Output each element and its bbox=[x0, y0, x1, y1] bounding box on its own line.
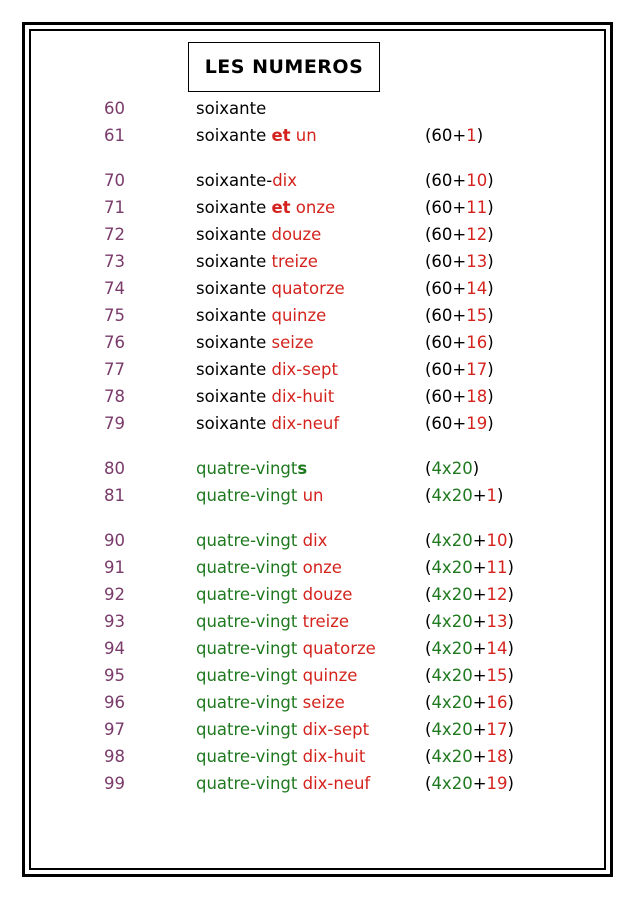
formula-segment: 4x20 bbox=[431, 774, 473, 793]
formula-segment: ) bbox=[507, 774, 514, 793]
number-word bbox=[196, 744, 365, 770]
word-segment: seize bbox=[271, 333, 314, 352]
word-segment: soixante bbox=[196, 126, 272, 145]
word-segment: quatre-vingt bbox=[196, 747, 303, 766]
formula-segment: 16 bbox=[486, 693, 508, 712]
number-formula bbox=[425, 276, 494, 302]
word-segment: soixante bbox=[196, 306, 272, 325]
formula-segment: + bbox=[472, 666, 487, 685]
number-value: 72 bbox=[104, 225, 125, 244]
formula-segment: 4x20 bbox=[431, 585, 473, 604]
table-row bbox=[0, 771, 638, 797]
formula-segment: ) bbox=[487, 414, 494, 433]
number-formula bbox=[425, 582, 514, 608]
formula-segment: ( bbox=[425, 693, 432, 712]
formula-segment: ) bbox=[487, 279, 494, 298]
word-segment: s bbox=[297, 459, 308, 478]
number-word bbox=[196, 330, 314, 356]
table-row bbox=[0, 528, 638, 554]
word-segment: quatre-vingt bbox=[196, 558, 303, 577]
number-formula bbox=[425, 330, 494, 356]
number-value: 96 bbox=[104, 693, 125, 712]
number-value: 70 bbox=[104, 171, 125, 190]
formula-segment: 4x20 bbox=[431, 693, 473, 712]
formula-segment: 11 bbox=[466, 198, 488, 217]
number-value: 73 bbox=[104, 252, 125, 271]
word-segment: quatre-vingt bbox=[196, 639, 303, 658]
formula-segment: ) bbox=[472, 459, 480, 478]
number-value: 74 bbox=[104, 279, 125, 298]
number-formula bbox=[425, 195, 494, 221]
formula-segment: 10 bbox=[486, 531, 508, 550]
formula-segment: ) bbox=[507, 585, 514, 604]
formula-segment: (60+ bbox=[425, 252, 467, 271]
table-row bbox=[0, 555, 638, 581]
formula-segment: 13 bbox=[466, 252, 488, 271]
number-value: 91 bbox=[104, 558, 125, 577]
word-segment: soixante- bbox=[196, 171, 273, 190]
formula-segment: 4x20 bbox=[431, 531, 473, 550]
formula-segment: ) bbox=[487, 360, 494, 379]
table-row bbox=[0, 303, 638, 329]
formula-segment: 10 bbox=[466, 171, 488, 190]
formula-segment: 14 bbox=[466, 279, 488, 298]
word-segment: quatre-vingt bbox=[196, 531, 303, 550]
table-row bbox=[0, 330, 638, 356]
formula-segment: + bbox=[472, 558, 487, 577]
word-segment: dix-sept bbox=[302, 720, 370, 739]
word-segment: quatre-vingt bbox=[196, 774, 303, 793]
word-segment: quatre-vingt bbox=[196, 666, 303, 685]
formula-segment: ( bbox=[425, 486, 432, 505]
formula-segment: ) bbox=[507, 693, 514, 712]
number-word bbox=[196, 582, 352, 608]
formula-segment: (60+ bbox=[425, 414, 467, 433]
formula-segment: 4x20 bbox=[431, 459, 473, 478]
number-word bbox=[196, 123, 317, 149]
formula-segment: + bbox=[472, 693, 487, 712]
table-row bbox=[0, 636, 638, 662]
table-row bbox=[0, 123, 638, 149]
word-segment: soixante bbox=[196, 279, 272, 298]
number-word bbox=[196, 690, 345, 716]
number-formula bbox=[425, 303, 494, 329]
number-formula bbox=[425, 609, 514, 635]
formula-segment: (60+ bbox=[425, 360, 467, 379]
formula-segment: ( bbox=[425, 459, 432, 478]
formula-segment: ( bbox=[425, 639, 432, 658]
number-value: 78 bbox=[104, 387, 125, 406]
number-formula bbox=[425, 222, 494, 248]
word-segment: quatorze bbox=[302, 639, 376, 658]
formula-segment: ( bbox=[425, 774, 432, 793]
word-segment: soixante bbox=[196, 414, 272, 433]
formula-segment: ) bbox=[507, 720, 514, 739]
table-row bbox=[0, 384, 638, 410]
number-value: 75 bbox=[104, 306, 125, 325]
table-row bbox=[0, 582, 638, 608]
table-row bbox=[0, 456, 638, 482]
number-value: 97 bbox=[104, 720, 125, 739]
formula-segment: ) bbox=[507, 531, 514, 550]
word-segment: seize bbox=[302, 693, 345, 712]
word-segment: dix bbox=[272, 171, 298, 190]
formula-segment: ) bbox=[487, 225, 494, 244]
number-formula bbox=[425, 123, 483, 149]
formula-segment: ( bbox=[425, 531, 432, 550]
number-formula bbox=[425, 168, 494, 194]
formula-segment: 11 bbox=[486, 558, 508, 577]
formula-segment: + bbox=[472, 486, 487, 505]
formula-segment: + bbox=[472, 531, 487, 550]
formula-segment: (60+ bbox=[425, 306, 467, 325]
word-segment: douze bbox=[302, 585, 353, 604]
formula-segment: ) bbox=[487, 333, 494, 352]
word-segment: et bbox=[271, 198, 291, 217]
formula-segment: (60+ bbox=[425, 387, 467, 406]
number-word bbox=[196, 195, 335, 221]
number-value: 79 bbox=[104, 414, 125, 433]
word-segment: quatorze bbox=[271, 279, 345, 298]
formula-segment: 4x20 bbox=[431, 486, 473, 505]
number-word bbox=[196, 411, 339, 437]
table-row bbox=[0, 744, 638, 770]
formula-segment: ( bbox=[425, 747, 432, 766]
number-value: 95 bbox=[104, 666, 125, 685]
number-word bbox=[196, 276, 345, 302]
formula-segment: 12 bbox=[466, 225, 488, 244]
table-row bbox=[0, 222, 638, 248]
table-row bbox=[0, 357, 638, 383]
number-word bbox=[196, 483, 324, 509]
word-segment: soixante bbox=[196, 198, 272, 217]
formula-segment: ) bbox=[476, 126, 484, 145]
formula-segment: (60+ bbox=[425, 333, 467, 352]
number-word bbox=[196, 303, 326, 329]
word-segment: dix-huit bbox=[302, 747, 366, 766]
formula-segment: 1 bbox=[466, 126, 477, 145]
word-segment: quatre-vingt bbox=[196, 693, 303, 712]
word-segment: dix-sept bbox=[271, 360, 338, 379]
table-row bbox=[0, 249, 638, 275]
formula-segment: 14 bbox=[486, 639, 508, 658]
number-word bbox=[196, 357, 338, 383]
number-value: 61 bbox=[104, 126, 125, 145]
word-segment: soixante bbox=[196, 333, 272, 352]
formula-segment: 1 bbox=[486, 486, 498, 505]
number-formula bbox=[425, 384, 494, 410]
number-value: 94 bbox=[104, 639, 125, 658]
formula-segment: 17 bbox=[466, 360, 488, 379]
number-word bbox=[196, 663, 357, 689]
table-row bbox=[0, 96, 638, 122]
word-segment: un bbox=[290, 126, 317, 145]
word-segment: soixante bbox=[196, 360, 272, 379]
page-title: LES NUMEROS bbox=[188, 42, 380, 92]
number-word bbox=[196, 636, 376, 662]
number-value: 92 bbox=[104, 585, 125, 604]
formula-segment: (60+ bbox=[425, 225, 467, 244]
number-word bbox=[196, 168, 297, 194]
table-row bbox=[0, 483, 638, 509]
number-value: 71 bbox=[104, 198, 125, 217]
word-segment: dix-huit bbox=[271, 387, 335, 406]
number-formula bbox=[425, 690, 514, 716]
word-segment: quatre-vingt bbox=[196, 720, 303, 739]
word-segment: onze bbox=[290, 198, 336, 217]
formula-segment: 18 bbox=[466, 387, 488, 406]
word-segment: un bbox=[302, 486, 324, 505]
number-formula bbox=[425, 249, 494, 275]
formula-segment: (60+ bbox=[425, 171, 467, 190]
word-segment: dix bbox=[302, 531, 328, 550]
formula-segment: 19 bbox=[486, 774, 508, 793]
number-formula bbox=[425, 744, 514, 770]
word-segment: soixante bbox=[196, 387, 272, 406]
number-value: 81 bbox=[104, 486, 125, 505]
number-formula bbox=[425, 717, 514, 743]
word-segment: dix-neuf bbox=[302, 774, 371, 793]
formula-segment: ) bbox=[487, 387, 494, 406]
formula-segment: ( bbox=[425, 666, 432, 685]
number-formula bbox=[425, 636, 514, 662]
word-segment: soixante bbox=[196, 225, 272, 244]
formula-segment: + bbox=[472, 585, 487, 604]
number-value: 90 bbox=[104, 531, 125, 550]
formula-segment: 4x20 bbox=[431, 747, 473, 766]
table-row bbox=[0, 717, 638, 743]
word-segment: et bbox=[271, 126, 291, 145]
formula-segment: 4x20 bbox=[431, 666, 473, 685]
formula-segment: + bbox=[472, 774, 487, 793]
table-row bbox=[0, 411, 638, 437]
number-word bbox=[196, 717, 369, 743]
formula-segment: ) bbox=[507, 639, 514, 658]
number-formula bbox=[425, 771, 514, 797]
word-segment: treize bbox=[271, 252, 318, 271]
number-word bbox=[196, 384, 334, 410]
table-row bbox=[0, 276, 638, 302]
word-segment: quatre-vingt bbox=[196, 486, 303, 505]
formula-segment: ) bbox=[497, 486, 504, 505]
number-word bbox=[196, 456, 307, 482]
number-word bbox=[196, 555, 342, 581]
number-formula bbox=[425, 411, 494, 437]
formula-segment: ) bbox=[487, 198, 494, 217]
formula-segment: 4x20 bbox=[431, 558, 473, 577]
formula-segment: ) bbox=[487, 306, 494, 325]
formula-segment: (60+ bbox=[425, 279, 467, 298]
formula-segment: ) bbox=[507, 666, 514, 685]
formula-segment: ) bbox=[507, 612, 514, 631]
formula-segment: (60+ bbox=[425, 198, 467, 217]
formula-segment: ) bbox=[487, 171, 494, 190]
formula-segment: ) bbox=[487, 252, 494, 271]
formula-segment: + bbox=[472, 639, 487, 658]
number-word bbox=[196, 609, 349, 635]
word-segment: soixante bbox=[196, 252, 272, 271]
formula-segment: 15 bbox=[486, 666, 508, 685]
word-segment: soixante bbox=[196, 99, 267, 118]
number-value: 93 bbox=[104, 612, 125, 631]
number-word bbox=[196, 222, 321, 248]
number-value: 77 bbox=[104, 360, 125, 379]
table-row bbox=[0, 609, 638, 635]
table-row bbox=[0, 663, 638, 689]
number-formula bbox=[425, 528, 514, 554]
table-row bbox=[0, 168, 638, 194]
formula-segment: ( bbox=[425, 558, 432, 577]
word-segment: quatre-vingt bbox=[196, 612, 303, 631]
word-segment: quinze bbox=[302, 666, 358, 685]
formula-segment: 15 bbox=[466, 306, 488, 325]
number-value: 60 bbox=[104, 99, 125, 118]
number-formula bbox=[425, 456, 479, 482]
number-formula bbox=[425, 357, 494, 383]
number-value: 80 bbox=[104, 459, 125, 478]
formula-segment: ( bbox=[425, 612, 432, 631]
formula-segment: 18 bbox=[486, 747, 508, 766]
number-word bbox=[196, 249, 318, 275]
formula-segment: 17 bbox=[486, 720, 508, 739]
word-segment: douze bbox=[271, 225, 322, 244]
formula-segment: 4x20 bbox=[431, 639, 473, 658]
word-segment: quinze bbox=[271, 306, 327, 325]
formula-segment: 12 bbox=[486, 585, 508, 604]
word-segment: quatre-vingt bbox=[196, 585, 303, 604]
formula-segment: 13 bbox=[486, 612, 508, 631]
number-value: 98 bbox=[104, 747, 125, 766]
number-word bbox=[196, 96, 266, 122]
formula-segment: ) bbox=[507, 558, 514, 577]
formula-segment: ) bbox=[507, 747, 514, 766]
number-value: 99 bbox=[104, 774, 125, 793]
formula-segment: 16 bbox=[466, 333, 488, 352]
formula-segment: + bbox=[472, 747, 487, 766]
table-row bbox=[0, 195, 638, 221]
formula-segment: (60+ bbox=[425, 126, 467, 145]
number-formula bbox=[425, 483, 503, 509]
word-segment: onze bbox=[302, 558, 342, 577]
number-word bbox=[196, 771, 370, 797]
formula-segment: 19 bbox=[466, 414, 488, 433]
formula-segment: 4x20 bbox=[431, 612, 473, 631]
formula-segment: 4x20 bbox=[431, 720, 473, 739]
number-formula bbox=[425, 555, 514, 581]
word-segment: quatre-vingt bbox=[196, 459, 298, 478]
formula-segment: + bbox=[472, 612, 487, 631]
formula-segment: ( bbox=[425, 720, 432, 739]
number-word bbox=[196, 528, 327, 554]
formula-segment: + bbox=[472, 720, 487, 739]
word-segment: dix-neuf bbox=[271, 414, 340, 433]
number-value: 76 bbox=[104, 333, 125, 352]
number-formula bbox=[425, 663, 514, 689]
word-segment: treize bbox=[302, 612, 350, 631]
table-row bbox=[0, 690, 638, 716]
formula-segment: ( bbox=[425, 585, 432, 604]
